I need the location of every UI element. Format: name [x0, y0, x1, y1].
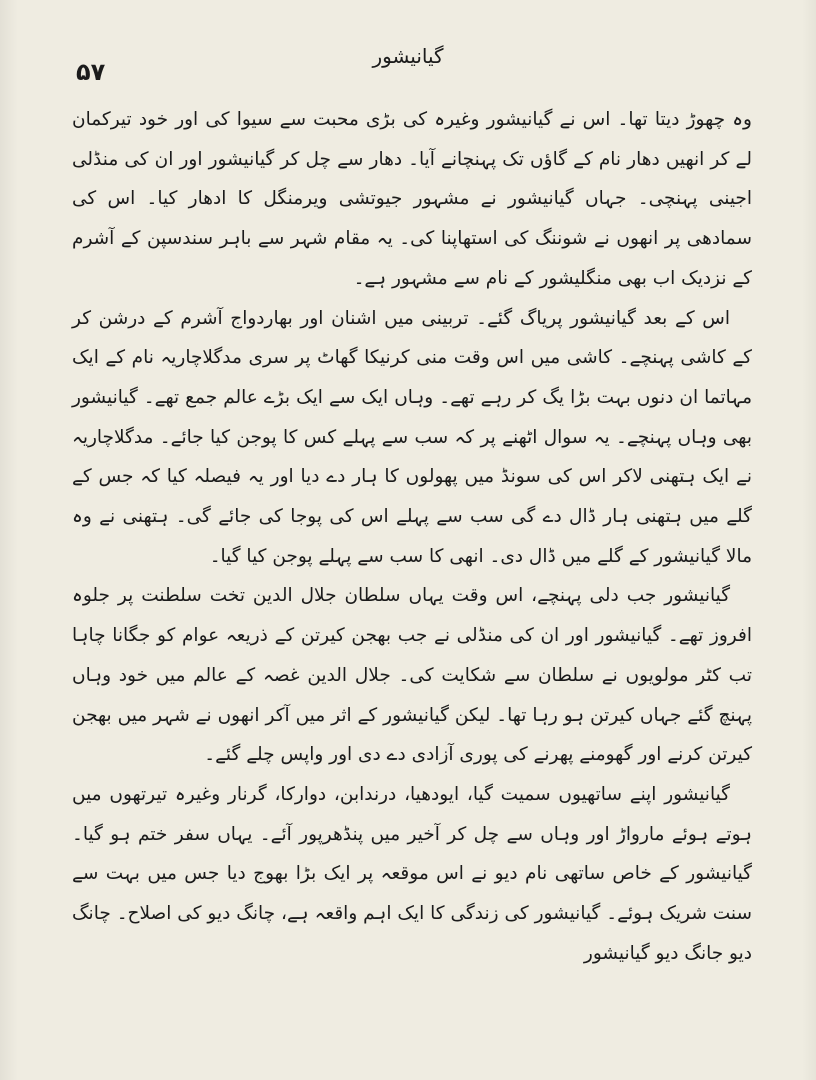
paragraph-1: وہ چھوڑ دیتا تھا۔ اس نے گیانیشور وغیرہ کی بڑی محبت سے سیوا کی اور خود تیرکمان لے کر انھیں دھار نام کے گاؤں تک پہنچانے آیا۔ دھار سے چل کر گیانیشور اور ان کی منڈلی اجینی پہنچی۔ جہاں گیانیشور نے مشہور جیوتشی ویرمنگل کا ادھار کیا۔ اس کی سمادھی پر انھوں نے شوننگ کی استھاپنا کی۔ یہ مقام شہر سے باہر سندسپن کے آشرم کے نزدیک اب بھی منگلیشور کے نام سے مشہور ہے۔ — [72, 109, 752, 289]
paragraph-2: اس کے بعد گیانیشور پریاگ گئے۔ تربینی میں اشنان اور بھاردواج آشرم کے درشن کر کے کاشی پہنچے۔ کاشی میں اس وقت منی کرنیکا گھاٹ پر سری مدگلاچاریہ نام کے ایک مہاتما ان دنوں بہت بڑا یگ کر رہے تھے۔ وہاں ایک سے ایک بڑے عالم جمع تھے۔ گیانیشور بھی وہاں پہنچے۔ یہ سوال اٹھنے پر کہ سب سے پہلے کس کا پوجن کیا جائے۔ مدگلاچاریہ نے ایک ہتھنی لاکر اس کی سونڈ میں پھولوں کا ہار دے دیا اور یہ فیصلہ کیا کہ جس کے گلے میں ہتھنی ہار ڈال دے گی سب سے پہلے اس کی پوجا کی جائے گی۔ ہتھنی نے وہ مالا گیانیشور کے گلے میں ڈال دی۔ انھی کا سب سے پہلے پوجن کیا گیا۔ — [72, 307, 752, 567]
running-head-title: گیانیشور — [372, 44, 444, 68]
paragraph-3: گیانیشور جب دلی پہنچے، اس وقت یہاں سلطان جلال الدین تخت سلطنت پر جلوہ افروز تھے۔ گیانیشور اور ان کی منڈلی نے جب بھجن کیرتن کے ذریعہ عوام کو جگانا چاہا تب کٹر مولویوں نے سلطان سے شکایت کی۔ جلال الدین غصہ کے عالم میں خود وہاں پہنچ گئے جہاں کیرتن ہو رہا تھا۔ لیکن گیانیشور کے اثر میں آکر انھوں نے شہر میں بھجن کیرتن کرنے اور گھومنے پھرنے کی پوری آزادی دے دی اور واپس چلے گئے۔ — [72, 585, 752, 766]
page-number: ۵۷ — [76, 58, 106, 86]
body-text — [72, 100, 752, 973]
paragraph-4: گیانیشور اپنے ساتھیوں سمیت گیا، ایودھیا، درندابن، دوارکا، گرنار وغیرہ تیرتھوں میں ہوتے ہوئے مارواڑ اور وہاں سے چل کر آخیر میں پنڈھرپور آئے۔ یہاں سفر ختم ہو گیا۔ گیانیشور کے خاص ساتھی نام دیو نے اس موقعہ پر ایک بڑا بھوج دیا جس میں بہت سے سنت شریک ہوئے۔ گیانیشور کی زندگی کا ایک اہم واقعہ ہے، چانگ دیو کی اصلاح۔ چانگ دیو جانگ دیو گیانیشور — [72, 783, 752, 964]
